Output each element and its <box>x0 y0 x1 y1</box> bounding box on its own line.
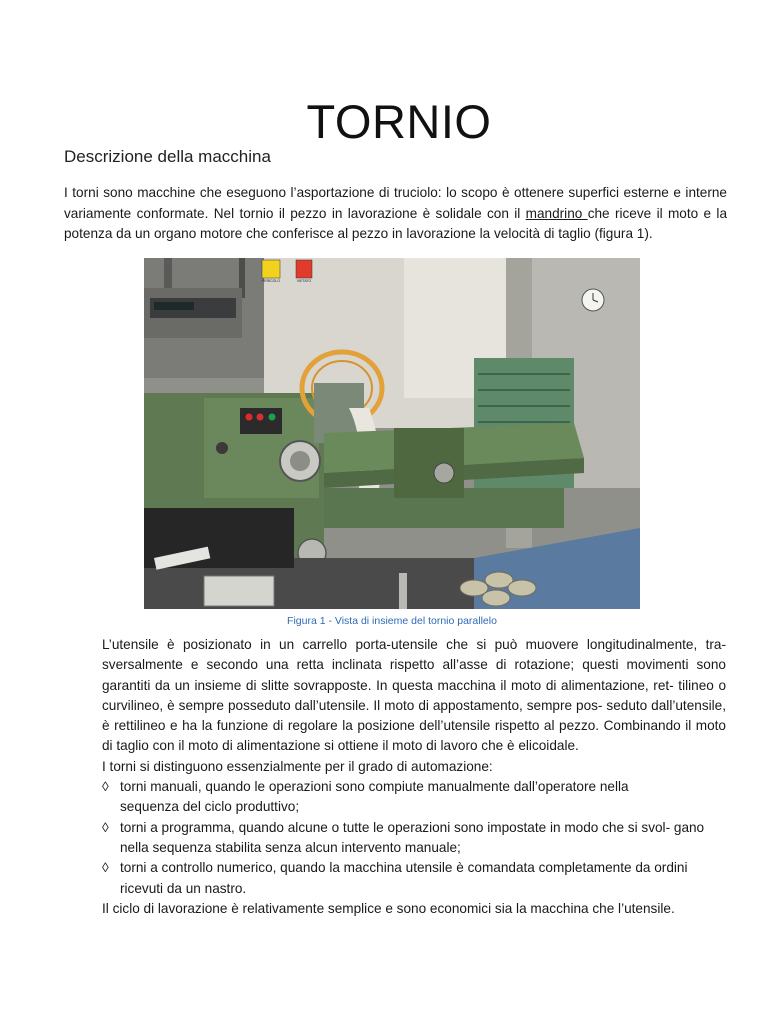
figure-caption: Figura 1 - Vista di insieme del tornio parallelo <box>287 615 497 627</box>
bullet-symbol: ◊ <box>102 860 109 876</box>
bullet-line-1: torni manuali, quando le operazioni sono compiute manualmente dall’operatore nella <box>120 779 629 795</box>
bullet-line-2: nella sequenza stabilita senza alcun intervento manuale; <box>120 839 461 855</box>
page-title: TORNIO <box>306 95 492 148</box>
section-heading: Descrizione della macchina <box>64 147 271 166</box>
intro-text-before: I torni sono macchine che eseguono l’asportazione di truciolo: lo scopo è ottenere superfici esterne e interne variamente conformate. Nel tornio il pezzo in lavorazione è solidale con il <box>64 185 727 221</box>
lathe-photo <box>144 258 640 609</box>
bullet-line-2: sequenza del ciclo produttivo; <box>120 799 300 815</box>
list-item <box>102 777 726 818</box>
intro-text-after: che riceve il moto e la potenza da un organo motore che conferisce al pezzo in lavorazione la velocità di taglio (figura 1). <box>64 205 728 241</box>
body-text <box>102 635 726 919</box>
bullet-symbol: ◊ <box>102 779 109 795</box>
mandrino-link: mandrino <box>525 205 588 221</box>
intro-paragraph <box>64 183 727 245</box>
paragraph-utensile: L’utensile è posizionato in un carrello porta-utensile che si può muovere longitudinalmente, tra-sversalmente e secondo una retta inclinata rispetto all’asse di rotazione; questi movimenti sono garantiti da un insieme di slitte sovrapposte. In questa macchina il moto di alimentazione, ret- tilineo o curvilineo, è sempre posseduto dall’utensile. Il moto di appostamento, sempre pos- seduto dall’utensile, è rettilineo e ha la funzione di regolare la posizione dell’utensile rispetto al pezzo. Combinando il moto di taglio con il moto di alimentazione si ottiene il moto di lavoro che è elicoidale. <box>102 637 726 754</box>
lathe-illustration <box>144 258 640 609</box>
paragraph-automazione: I torni si distinguono essenzialmente per il grado di automazione: <box>102 758 493 774</box>
list-item <box>102 858 726 899</box>
bullet-symbol: ◊ <box>102 819 109 835</box>
bullet-line-2: ricevuti da un nastro. <box>120 880 247 896</box>
bullet-line-1: torni a controllo numerico, quando la macchina utensile è comandata completamente da ordini <box>120 860 688 876</box>
paragraph-closing: Il ciclo di lavorazione è relativamente semplice e sono economici sia la macchina che l’utensile. <box>102 900 675 916</box>
list-item <box>102 818 726 859</box>
sign-right-text: VIETATO <box>296 279 312 283</box>
sign-left-text: PERICOLO <box>261 279 281 283</box>
bullet-line-1: torni a programma, quando alcune o tutte le operazioni sono impostate in modo che si svol- gano <box>120 819 705 835</box>
